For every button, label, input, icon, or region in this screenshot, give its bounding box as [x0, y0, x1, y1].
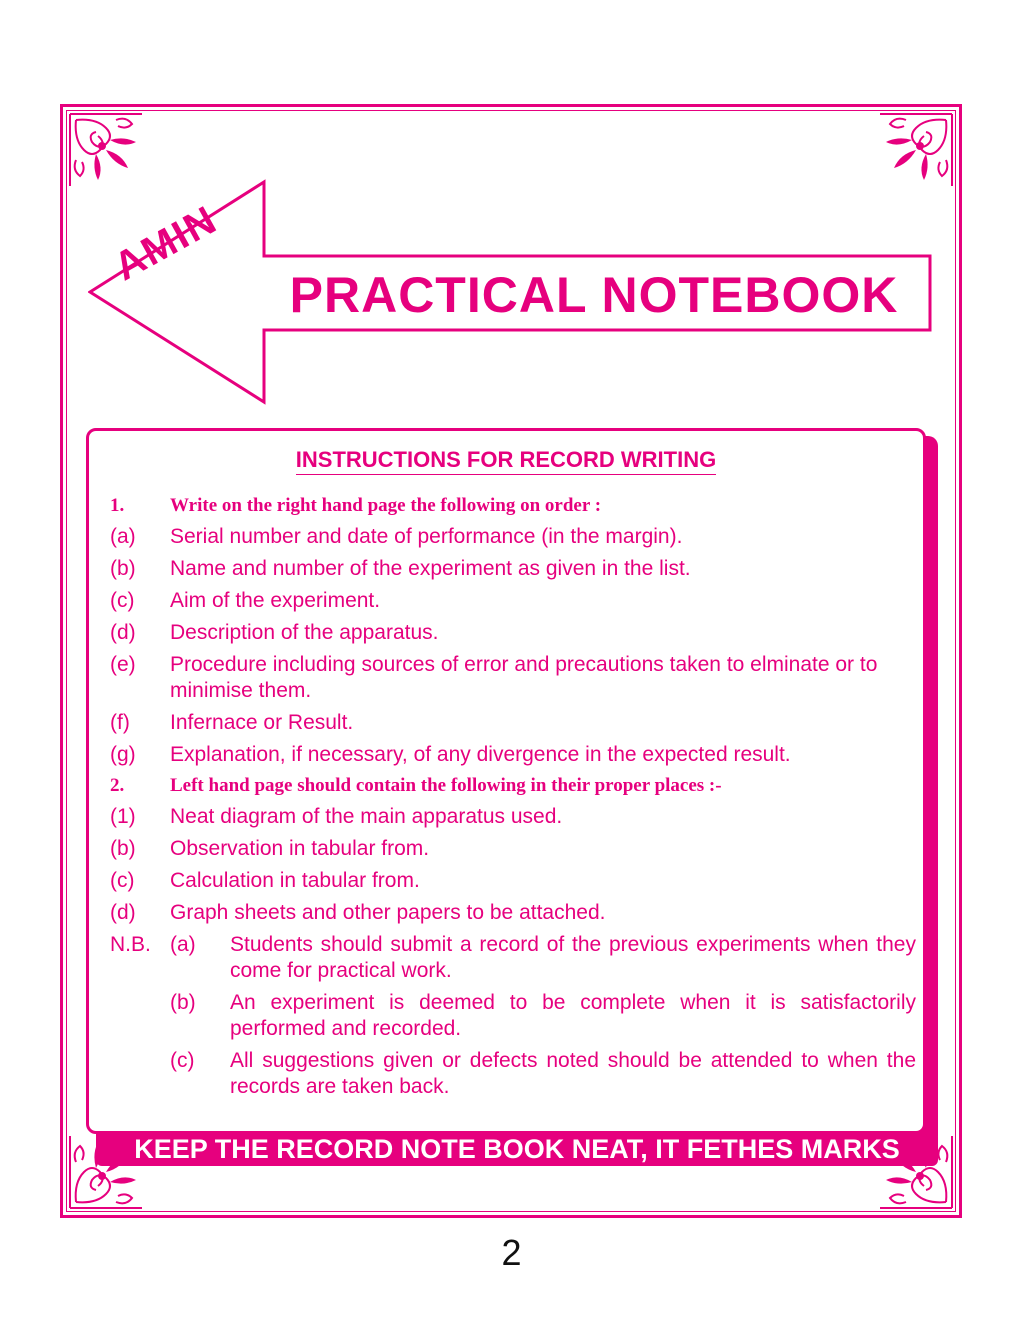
nb-item-label: (c) — [170, 1049, 195, 1072]
list-item — [110, 494, 916, 518]
list-item — [110, 742, 916, 768]
list-item-label: (g) — [110, 743, 136, 766]
list-item-label: (f) — [110, 711, 130, 734]
list-item-label: 1. — [110, 495, 125, 516]
list-item-label: (a) — [110, 525, 136, 548]
list-item-text: Observation in tabular from. — [170, 837, 430, 860]
list-item-text: Description of the apparatus. — [170, 621, 439, 644]
list-item — [110, 774, 916, 798]
list-item-text: Name and number of the experiment as given in the list. — [170, 557, 691, 580]
page-title: PRACTICAL NOTEBOOK — [289, 267, 899, 323]
list-item — [110, 804, 916, 830]
list-item-label: (d) — [110, 621, 136, 644]
list-item-label: (c) — [110, 869, 135, 892]
list-item-text: Aim of the experiment. — [170, 589, 381, 612]
instructions-heading-text: INSTRUCTIONS FOR RECORD WRITING — [296, 447, 716, 475]
list-item-label: 2. — [110, 775, 125, 796]
instructions-list — [110, 494, 916, 1106]
list-item-text: Procedure including sources of error and precautions taken to elminate or to minimise them. — [170, 653, 878, 702]
list-item-text: Serial number and date of performance (in the margin). — [170, 525, 683, 548]
list-item — [110, 652, 916, 704]
list-item-text: Infernace or Result. — [170, 711, 354, 734]
footer-banner-text: KEEP THE RECORD NOTE BOOK NEAT, IT FETHES MARKS — [134, 1134, 900, 1164]
list-item — [110, 524, 916, 550]
list-item — [110, 900, 916, 926]
list-item — [110, 836, 916, 862]
list-item — [110, 868, 916, 894]
list-item-text: Neat diagram of the main apparatus used. — [170, 805, 563, 828]
nb-item-text: Students should submit a record of the previous experiments when they come for practical work. — [230, 933, 916, 982]
nb-item — [110, 1048, 916, 1100]
list-item — [110, 710, 916, 736]
list-item-label: (1) — [110, 805, 136, 828]
list-item-label: (b) — [110, 557, 136, 580]
nb-item-text: All suggestions given or defects noted should be attended to when the records are taken back. — [230, 1049, 916, 1098]
instructions-heading — [86, 447, 926, 473]
brand-name: AMIN — [107, 197, 225, 290]
list-item — [110, 620, 916, 646]
list-item — [110, 588, 916, 614]
list-item-text: Calculation in tabular from. — [170, 869, 420, 892]
nb-item — [110, 932, 916, 984]
nb-item-label: (b) — [170, 991, 196, 1014]
list-item-text: Left hand page should contain the following in their proper places :- — [170, 775, 722, 796]
list-item-label: (c) — [110, 589, 135, 612]
page-number: 2 — [501, 1232, 522, 1273]
list-item-text: Graph sheets and other papers to be attached. — [170, 901, 606, 924]
nb-item — [110, 990, 916, 1042]
nb-label: N.B. — [110, 933, 151, 956]
list-item-label: (d) — [110, 901, 136, 924]
list-item-label: (e) — [110, 653, 136, 676]
list-item — [110, 556, 916, 582]
nb-item-text: An experiment is deemed to be complete when it is satisfactorily performed and recorded. — [230, 991, 916, 1040]
nb-item-label: (a) — [170, 933, 196, 956]
list-item-text: Explanation, if necessary, of any divergence in the expected result. — [170, 743, 791, 766]
list-item-text: Write on the right hand page the following on order : — [170, 495, 602, 516]
list-item-label: (b) — [110, 837, 136, 860]
